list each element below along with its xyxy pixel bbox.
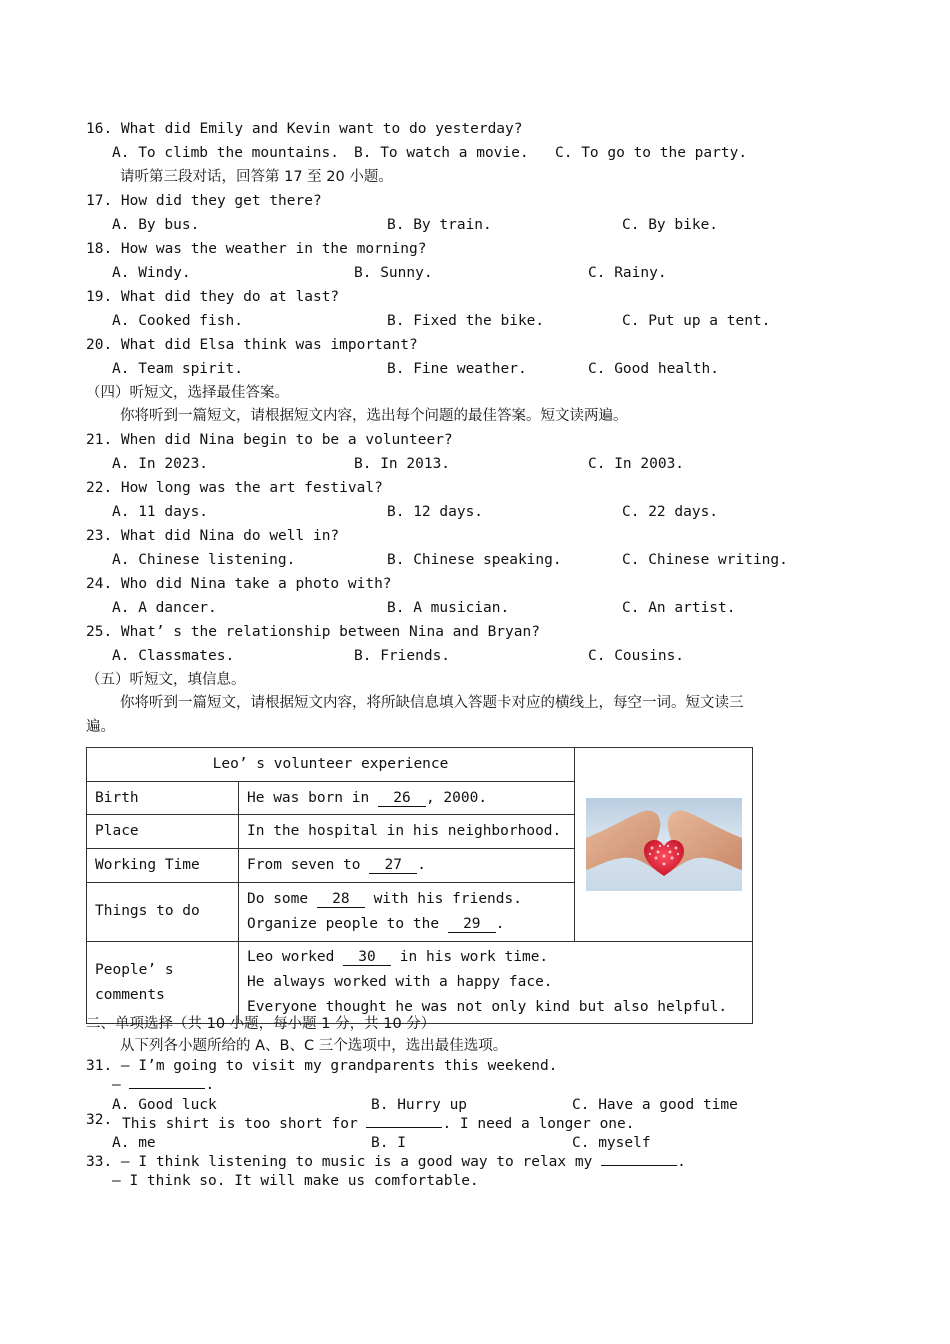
q33-pre: 33. — I think listening to music is a good way to relax my [86, 1154, 602, 1170]
q25-option-b: B. Friends. [354, 648, 451, 664]
time-pre: From seven to [247, 856, 370, 873]
question-16: 16. What did Emily and Kevin want to do yesterday? [86, 121, 523, 137]
row-comments-value [239, 942, 753, 1024]
comments-l1-post: in his work time. [391, 949, 549, 965]
q18-option-b: B. Sunny. [354, 265, 433, 281]
row-birth-value [239, 781, 575, 815]
things-l2-post: . [495, 915, 505, 932]
q22-option-a: A. 11 days. [112, 504, 209, 520]
question-25: 25. What’ s the relationship between Nina and Bryan? [86, 624, 540, 640]
row-place-value: In the hospital in his neighborhood. [239, 815, 575, 849]
q31-response-line [112, 1076, 214, 1094]
part5-instruction-line1: 你将听到一篇短文，请根据短文内容，将所缺信息填入答题卡对应的横线上，每空一词。短文读三 [120, 695, 744, 711]
things-l1-pre: Do some [247, 890, 317, 907]
part-two-heading: 二、单项选择（共 10 小题，每小题 1 分，共 10 分） [86, 1016, 436, 1032]
q25-option-a: A. Classmates. [112, 648, 235, 664]
comments-l1-pre: Leo worked [247, 949, 344, 965]
q32-pre: This shirt is too short for [122, 1116, 367, 1132]
q18-option-a: A. Windy. [112, 265, 191, 281]
row-comments-label [87, 942, 239, 1024]
q24-option-a: A. A dancer. [112, 600, 217, 616]
question-20: 20. What did Elsa think was important? [86, 337, 418, 353]
blank-28[interactable]: 28 [317, 891, 365, 908]
q24-option-b: B. A musician. [387, 600, 510, 616]
row-time-label: Working Time [87, 849, 239, 883]
question-21: 21. When did Nina begin to be a volunteer? [86, 432, 453, 448]
q33-response: — I think so. It will make us comfortable. [112, 1173, 479, 1189]
q17-option-c: C. By bike. [622, 217, 719, 233]
things-l2-pre: Organize people to the [247, 915, 448, 932]
q17-option-a: A. By bus. [112, 217, 200, 233]
q16-option-a: A. To climb the mountains. [112, 145, 339, 161]
row-place-label: Place [87, 815, 239, 849]
q25-option-c: C. Cousins. [588, 648, 685, 664]
question-32 [122, 1115, 635, 1133]
question-17: 17. How did they get there? [86, 193, 322, 209]
question-31: 31. — I’m going to visit my grandparents this weekend. [86, 1058, 558, 1074]
question-33 [86, 1153, 686, 1171]
q21-option-b: B. In 2013. [354, 456, 451, 472]
q19-option-a: A. Cooked fish. [112, 313, 243, 329]
q17-option-b: B. By train. [387, 217, 492, 233]
q22-option-c: C. 22 days. [622, 504, 719, 520]
volunteer-info-table [86, 747, 753, 1024]
row-things-label: Things to do [87, 882, 239, 941]
question-18: 18. How was the weather in the morning? [86, 241, 427, 257]
blank-27[interactable]: 27 [369, 857, 417, 874]
q18-option-c: C. Rainy. [588, 265, 667, 281]
q32-number: 32. [86, 1112, 113, 1128]
comments-label-l1: People’ s [95, 961, 174, 978]
blank-30[interactable]: 30 [343, 949, 391, 966]
row-time-value [239, 849, 575, 883]
q20-option-c: C. Good health. [588, 361, 719, 377]
heart-hands-photo [586, 798, 742, 891]
q20-option-a: A. Team spirit. [112, 361, 243, 377]
q32-blank[interactable] [366, 1127, 442, 1128]
part4-heading: （四）听短文，选择最佳答案。 [86, 385, 289, 401]
q19-option-c: C. Put up a tent. [622, 313, 771, 329]
row-things-value [239, 882, 575, 941]
q23-option-b: B. Chinese speaking. [387, 552, 562, 568]
heart-hands-icon [586, 798, 742, 891]
q31-dash: — [112, 1077, 121, 1093]
birth-post: , 2000. [425, 789, 488, 806]
q23-option-a: A. Chinese listening. [112, 552, 296, 568]
q21-option-a: A. In 2023. [112, 456, 209, 472]
q16-option-c: C. To go to the party. [555, 145, 748, 161]
question-24: 24. Who did Nina take a photo with? [86, 576, 392, 592]
q31-option-a: A. Good luck [112, 1097, 217, 1113]
row-birth-label: Birth [87, 781, 239, 815]
section-dialog3-instruction: 请听第三段对话，回答第 17 至 20 小题。 [120, 169, 393, 185]
q32-option-c: C. myself [572, 1135, 651, 1151]
q32-option-b: B. I [371, 1135, 406, 1151]
q24-option-c: C. An artist. [622, 600, 736, 616]
time-post: . [417, 856, 426, 873]
q32-post: . I need a longer one. [442, 1116, 635, 1132]
part-two-instruction: 从下列各小题所给的 A、B、C 三个选项中，选出最佳选项。 [120, 1038, 508, 1054]
comments-l2: He always worked with a happy face. [247, 974, 553, 990]
q31-post: . [205, 1077, 215, 1093]
part5-instruction-line2: 遍。 [86, 719, 115, 735]
q20-option-b: B. Fine weather. [387, 361, 527, 377]
q16-option-b: B. To watch a movie. [354, 145, 529, 161]
comments-label-l2: comments [95, 986, 165, 1003]
table-photo-cell [575, 748, 753, 942]
q33-post: . [677, 1154, 686, 1170]
question-22: 22. How long was the art festival? [86, 480, 383, 496]
q23-option-c: C. Chinese writing. [622, 552, 788, 568]
q33-blank[interactable] [601, 1165, 677, 1166]
birth-pre: He was born in [247, 789, 378, 806]
blank-29[interactable]: 29 [448, 916, 496, 933]
part5-heading: （五）听短文，填信息。 [86, 672, 246, 688]
q31-option-c: C. Have a good time [572, 1097, 738, 1113]
q19-option-b: B. Fixed the bike. [387, 313, 545, 329]
q31-option-b: B. Hurry up [371, 1097, 468, 1113]
part4-instruction: 你将听到一篇短文，请根据短文内容，选出每个问题的最佳答案。短文读两遍。 [120, 408, 628, 424]
things-l1-post: with his friends. [364, 890, 522, 907]
q21-option-c: C. In 2003. [588, 456, 685, 472]
q31-blank[interactable] [129, 1088, 205, 1089]
q22-option-b: B. 12 days. [387, 504, 484, 520]
q32-option-a: A. me [112, 1135, 156, 1151]
comments-l3: Everyone thought he was not only kind but also helpful. [247, 999, 728, 1015]
table-title: Leo’ s volunteer experience [87, 748, 575, 782]
question-19: 19. What did they do at last? [86, 289, 340, 305]
question-23: 23. What did Nina do well in? [86, 528, 340, 544]
blank-26[interactable]: 26 [378, 790, 426, 807]
